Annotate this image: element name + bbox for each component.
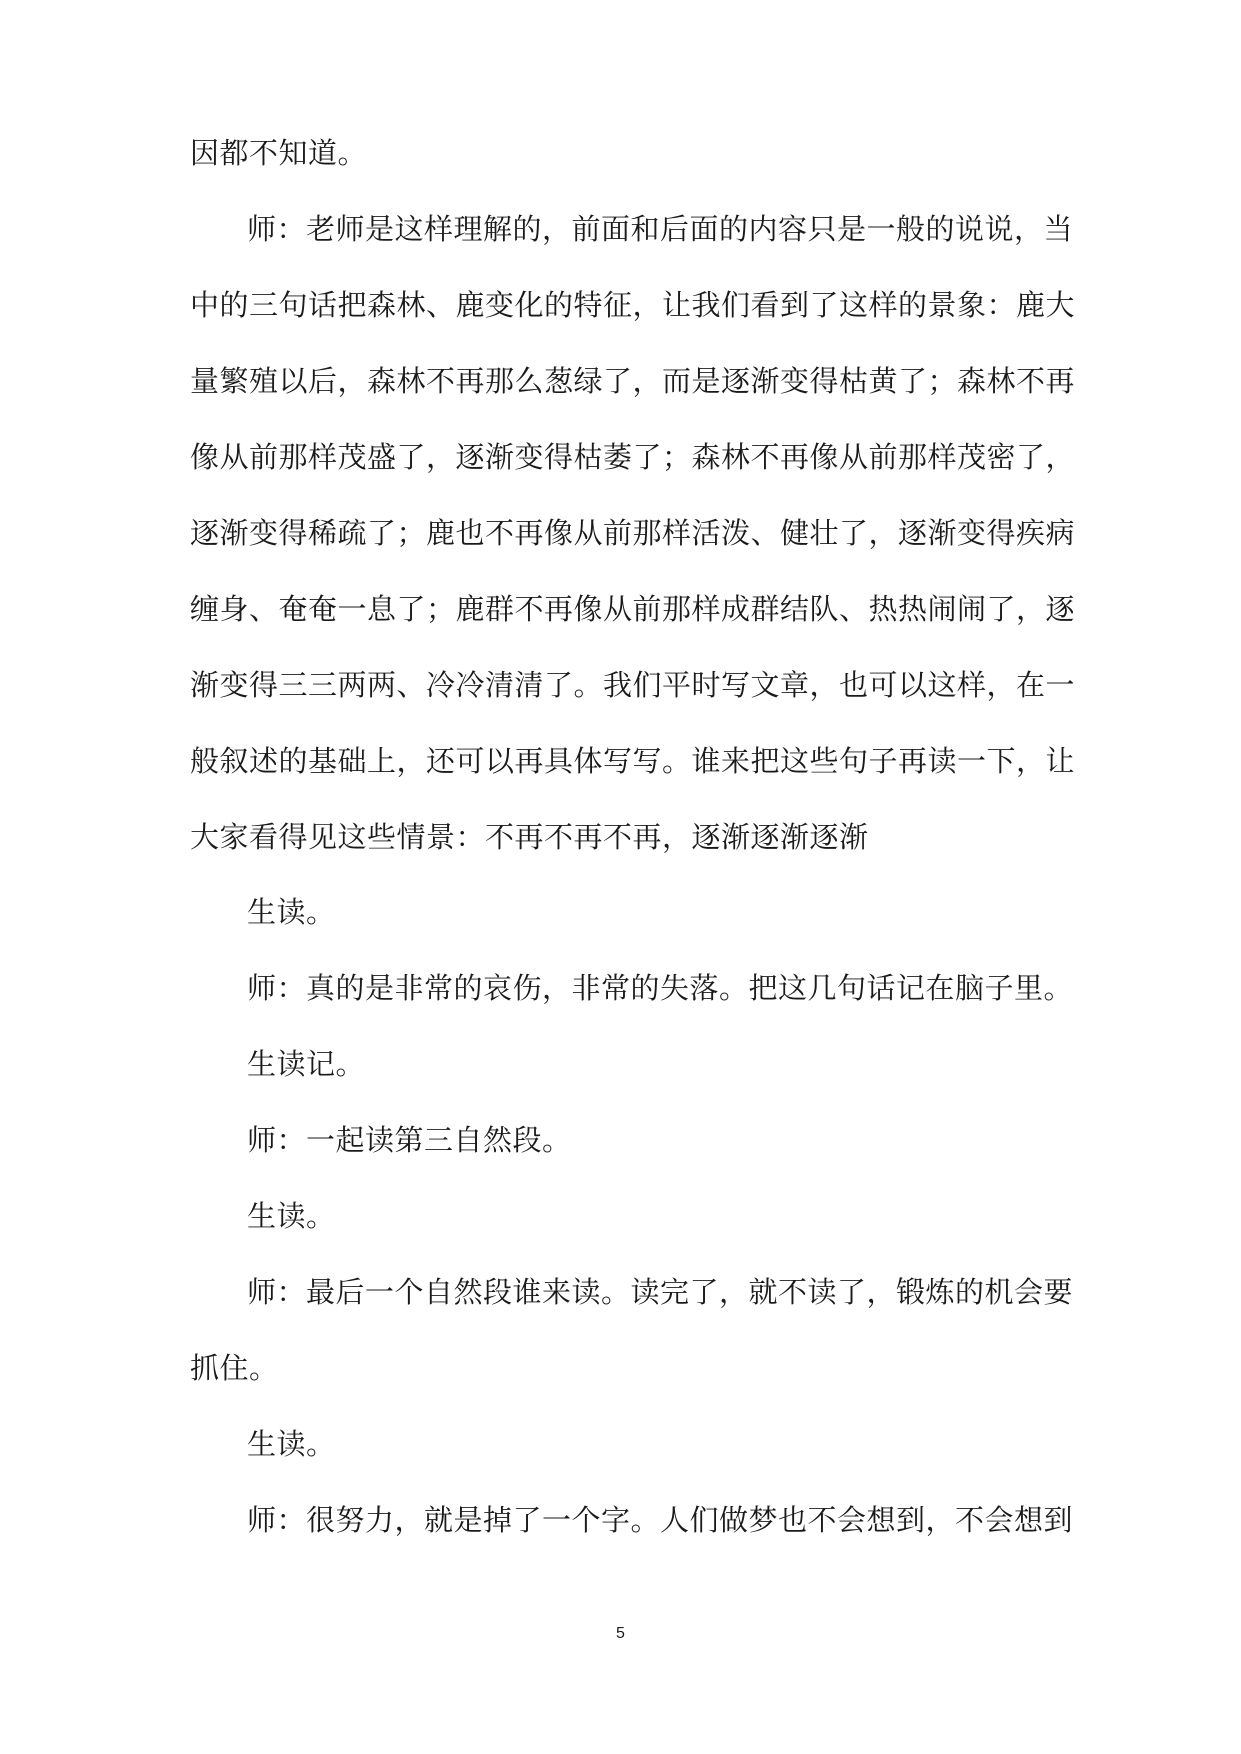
text-line: 中的三句话把森林、鹿变化的特征，让我们看到了这样的景象：鹿大 [190,288,1076,322]
text-line: 像从前那样茂盛了，逐渐变得枯萎了；森林不再像从前那样茂密了， [190,440,1076,474]
text-line: 师：最后一个自然段谁来读。读完了，就不读了，锻炼的机会要 [247,1275,1074,1309]
page-number: 5 [616,1625,625,1642]
text-line: 师：一起读第三自然段。 [247,1123,572,1157]
text-line: 师：真的是非常的哀伤，非常的失落。把这几句话记在脑子里。 [247,971,1074,1005]
text-line: 生读。 [247,1427,336,1461]
text-line: 般叙述的基础上，还可以再具体写写。谁来把这些句子再读一下，让 [190,744,1076,778]
text-line: 抓住。 [190,1351,279,1385]
text-line: 因都不知道。 [190,136,368,170]
text-line: 缠身、奄奄一息了；鹿群不再像从前那样成群结队、热热闹闹了，逐 [190,592,1076,626]
text-line: 师：很努力，就是掉了一个字。人们做梦也不会想到，不会想到 [247,1503,1074,1537]
text-line: 生读记。 [247,1047,366,1081]
text-line: 生读。 [247,1199,336,1233]
text-line: 大家看得见这些情景：不再不再不再，逐渐逐渐逐渐 [190,820,869,854]
text-line: 逐渐变得稀疏了；鹿也不再像从前那样活泼、健壮了，逐渐变得疾病 [190,516,1076,550]
text-line: 渐变得三三两两、冷冷清清了。我们平时写文章，也可以这样，在一 [190,668,1076,702]
text-line: 师：老师是这样理解的，前面和后面的内容只是一般的说说，当 [247,212,1074,246]
text-line: 生读。 [247,895,336,929]
text-line: 量繁殖以后，森林不再那么葱绿了，而是逐渐变得枯黄了；森林不再 [190,364,1076,398]
